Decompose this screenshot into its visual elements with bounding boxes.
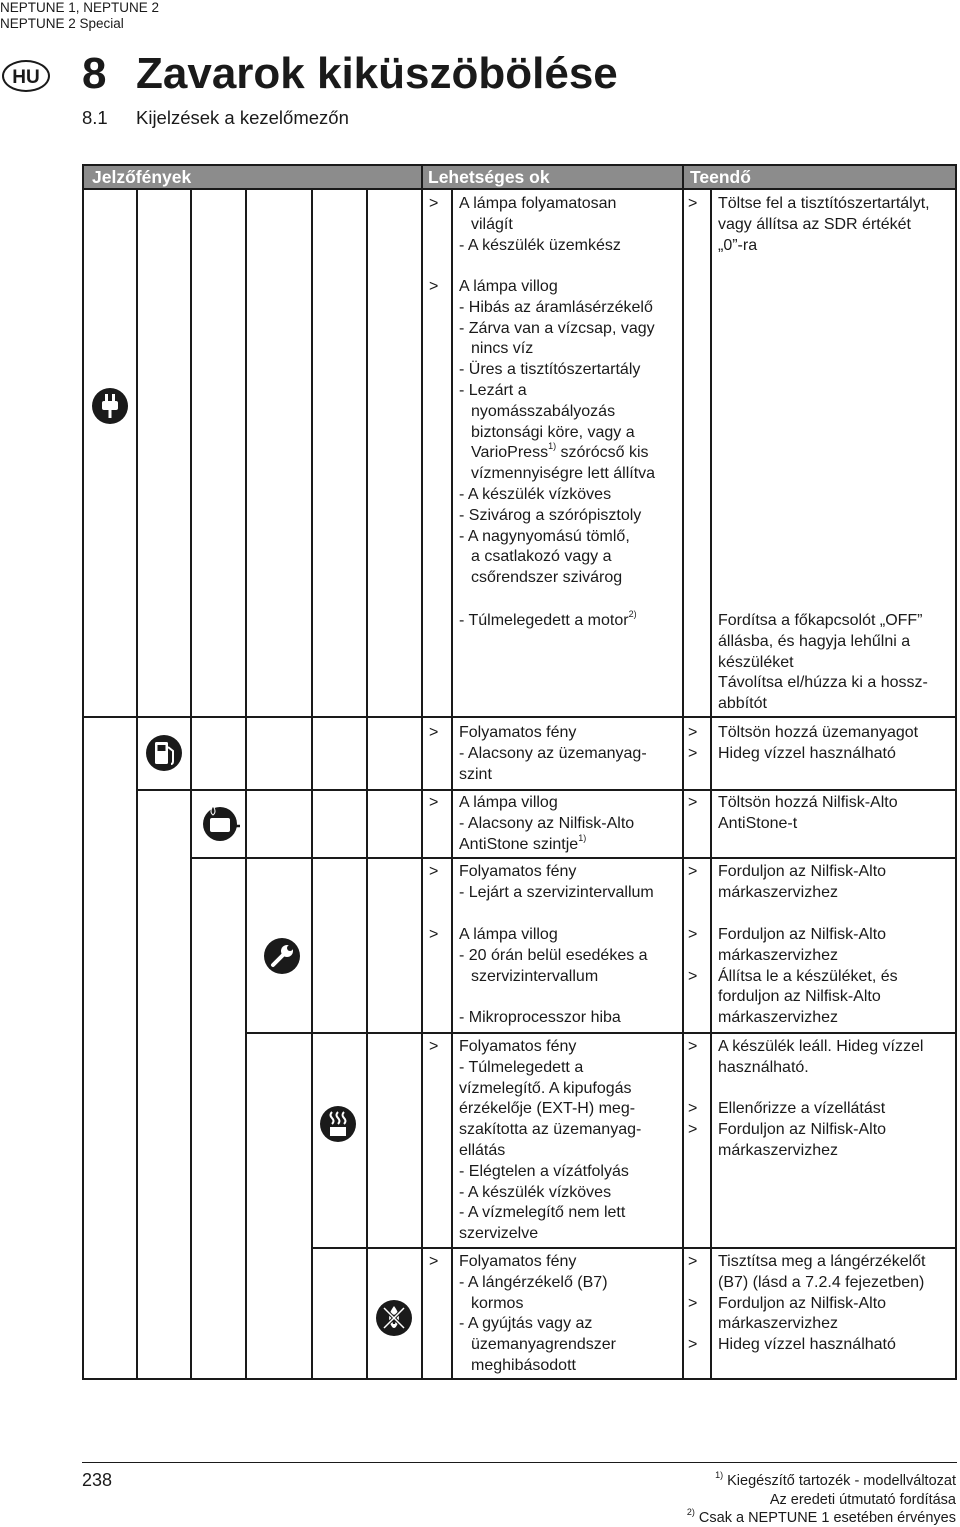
heater-icon [318, 1104, 358, 1144]
cause-row-6: > Folyamatos fény - Lejárt a szervizintervallum [429, 863, 654, 901]
chapter-number: 8 [82, 49, 107, 98]
cause-row-3: - Túlmelegedett a motor$^{2)}$ [459, 609, 637, 629]
grid-line [421, 166, 423, 1380]
grid-line [710, 188, 712, 1380]
grid-line [190, 188, 192, 1380]
action-row-6: > Forduljon az Nilfisk-Alto márkaszervizhez [688, 863, 887, 901]
header-indicators: Jelzőfények [92, 167, 192, 187]
grid-line [136, 188, 138, 1380]
section-title: Kijelzések a kezelőmezőn [136, 107, 349, 128]
model-names [0, 0, 159, 32]
antistone-tank-icon [198, 802, 238, 842]
grid-line [682, 166, 684, 1380]
translation-note: Az eredeti útmutató fordítása [769, 1492, 956, 1508]
fuel-pump-icon [144, 733, 184, 773]
row-divider [312, 1247, 955, 1249]
cause-row-5: > A lámpa villog - Alacsony az Nilfisk-Alto AntiStone szintje$^{1)}$ [429, 794, 635, 853]
footnote-1: $^{1)}$ Kiegészítő tartozék - modellváltozat [715, 1470, 956, 1489]
cause-row-9: > Folyamatos fény - A lángérzékelő (B7) kormos - A gyújtás vagy az üzemanyagrendszer meghibásodott [429, 1253, 616, 1374]
row-divider [84, 716, 955, 718]
language-badge: HU [2, 60, 50, 92]
cause-row-1: > A lámpa folyamatosan világít - A készülék üzemkész [429, 195, 621, 254]
action-row-3: Fordítsa a főkapcsolót „OFF” állásba, és hagyja lehűlni a készüléket Távolítsa el/húzza ki a hossz- abbítót [718, 612, 928, 713]
grid-line [311, 188, 313, 1380]
wrench-icon [262, 936, 302, 976]
model-line-2: NEPTUNE 2 Special [0, 16, 124, 31]
grid-line [245, 188, 247, 1380]
footer-rule [82, 1462, 957, 1463]
action-row-1: > Töltse fel a tisztítószertartályt, vagy állítsa az SDR értékét „0”-ra [688, 195, 930, 254]
grid-line [366, 188, 368, 1380]
row-divider [84, 188, 955, 190]
action-row-8: > A készülék leáll. Hideg vízzel használható. > Ellenőrizze a vízellátást > Forduljon az Nilfisk-Alto márkaszervizhez [688, 1038, 924, 1159]
cause-row-8: > Folyamatos fény - Túlmelegedett a vízmelegítő. A kipufogás érzékelője (EXT-H) meg- szakította az üzemanyag- ellátás - Elégtelen a vízátfolyás - A készülék vízköves - A vízmelegítő nem lett szervizelve [429, 1038, 642, 1243]
flame-off-icon [374, 1298, 414, 1338]
action-row-5: > Töltsön hozzá Nilfisk-Alto AntiStone-t [688, 794, 898, 832]
model-line-1: NEPTUNE 1, NEPTUNE 2 [0, 0, 160, 15]
row-divider [191, 857, 955, 859]
action-row-9: > Tisztítsa meg a lángérzékelőt (B7) (lásd a 7.2.4 fejezetben) > Forduljon az Nilfisk-Alto márkaszervizhez > Hideg vízzel használható [688, 1253, 926, 1354]
action-row-4: > Töltsön hozzá üzemanyagot > Hideg vízzel használható [688, 724, 919, 762]
footnote-2: $^{2)}$ Csak a NEPTUNE 1 esetében érvényes [686, 1507, 956, 1526]
cause-row-7: > A lámpa villog - 20 órán belül esedékes a szervizintervallum - Mikroprocesszor hiba [429, 926, 648, 1027]
header-causes: Lehetséges ok [428, 167, 550, 187]
section-number: 8.1 [82, 107, 108, 128]
cause-row-4: > Folyamatos fény - Alacsony az üzemanyag- szint [429, 724, 647, 783]
chapter-title: Zavarok kiküszöbölése [136, 49, 618, 98]
cause-row-2: > A lámpa villog - Hibás az áramlásérzékelő - Zárva van a vízcsap, vagy nincs víz - Üres a tisztítószertartály - Lezárt a nyomásszabályozás biztonsági köre, vagy a VarioPress$^{1)}$ szórócső kis vízmennyiségre lett állítva - A készülék vízköves - Szivárog a szórópisztoly - A nagynyomású tömlő, a csatlakozó vagy a csőrendszer szivárog [429, 278, 656, 587]
row-divider [246, 1032, 955, 1034]
page-number: 238 [82, 1470, 113, 1490]
row-divider [137, 789, 955, 791]
action-row-7: > Forduljon az Nilfisk-Alto márkaszervizhez > Állítsa le a készüléket, és forduljon az Nilfisk-Alto márkaszervizhez [688, 926, 898, 1027]
plug-icon [90, 386, 130, 426]
header-actions: Teendő [690, 167, 751, 187]
